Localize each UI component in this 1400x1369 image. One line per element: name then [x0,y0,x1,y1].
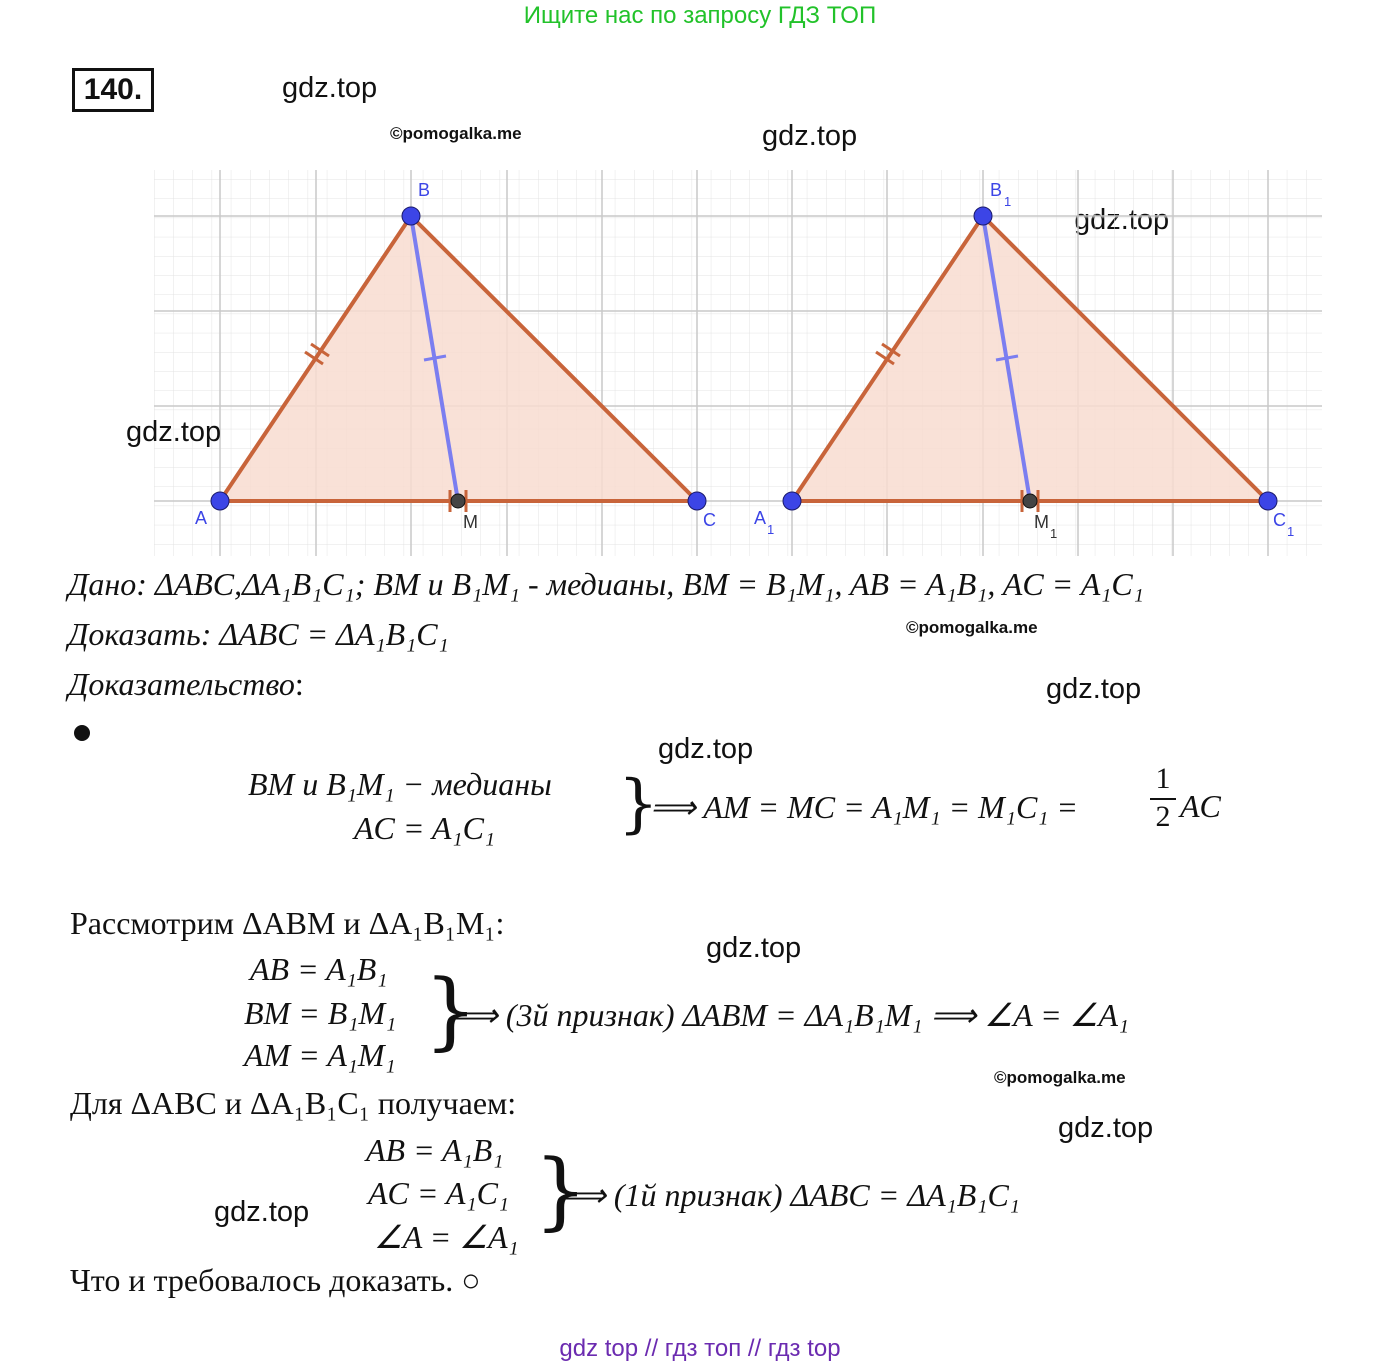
point-a1 [783,492,801,510]
brace: } [534,1141,588,1239]
step2-result: ⟹ (3й признак) ΔABM = ΔA₁B₁M₁ ⟹ ∠A = ∠A₁ [452,997,1130,1033]
step1-line2: AC = A₁C₁ [354,810,496,846]
point-b [402,207,420,225]
svg-text:M: M [1034,512,1049,532]
prove-text: : ΔABC = ΔA₁B₁C₁ [200,616,449,652]
point-b1 [974,207,992,225]
watermark-pomogalka: ©pomogalka.me [390,124,522,143]
step3-line2: AC = A₁C₁ [368,1175,510,1211]
geometry-figure [0,160,1400,560]
fraction-numerator: 1 [1155,762,1171,795]
label-c: C [703,510,716,530]
watermark-gdz: gdz.top [282,72,378,104]
step2-line3: AM = A₁M₁ [244,1037,396,1073]
conclusion: Что и требовалось доказать. ○ [70,1262,481,1298]
svg-text:1: 1 [767,522,775,537]
point-a [211,492,229,510]
watermark-gdz: gdz.top [126,416,222,448]
step2-intro: Рассмотрим ΔABM и ΔA₁B₁M₁: [70,905,505,941]
watermark-gdz: gdz.top [706,932,802,964]
step3-intro: Для ΔABC и ΔA₁B₁C₁ получаем: [70,1085,517,1121]
step3-line3: ∠A = ∠A₁ [374,1219,519,1255]
watermark-pomogalka: ©pomogalka.me [906,618,1038,637]
given-label: Дано [68,566,137,602]
given-text: : ΔABC,ΔA₁B₁C₁; BM и B₁M₁ - медианы, BM = B₁M₁, AB = A₁B₁, AC = A₁C₁ [136,566,1144,602]
step3-line1: AB = A₁B₁ [366,1132,504,1168]
svg-text:B: B [990,180,1003,200]
step3-result: ⟹ (1й признак) ΔABC = ΔA₁B₁C₁ [560,1177,1020,1213]
prove-line [68,616,449,653]
fraction-denominator: 2 [1150,798,1176,834]
label-m: M [463,512,478,532]
top-banner[interactable]: Ищите нас по запросу ГДЗ ТОП [523,2,877,29]
label-a: A [195,508,208,528]
svg-text:1: 1 [1287,524,1295,539]
step1-line1: BM и B₁M₁ − медианы [248,766,552,802]
svg-text:C: C [1273,510,1286,530]
watermark-gdz: gdz.top [658,733,754,765]
point-m1 [1023,494,1037,508]
watermark-gdz: gdz.top [214,1196,310,1228]
proof-heading: Доказательство: [68,666,304,702]
watermark-gdz: gdz.top [762,120,858,152]
watermark-gdz: gdz.top [1046,673,1142,705]
step1-result-a: ⟹ AM = MC = A₁M₁ = M₁C₁ = [650,789,1078,825]
step2-line1: AB = A₁B₁ [250,951,388,987]
point-m [451,494,465,508]
prove-label: Доказать [68,616,201,652]
problem-number: 140. [72,68,154,112]
label-b: B [418,180,431,200]
svg-text:1: 1 [1004,194,1012,209]
svg-text:1: 1 [1050,526,1058,541]
brace: } [618,767,659,841]
bottom-banner[interactable]: gdz top // гдз топ // гдз top [559,1335,841,1362]
fraction [1150,762,1176,834]
point-c1 [1259,492,1277,510]
step2-line2: BM = B₁M₁ [244,995,397,1031]
watermark-gdz: gdz.top [1058,1112,1154,1144]
svg-text:A: A [754,508,767,528]
bullet [74,725,90,741]
point-c [688,492,706,510]
brace: } [424,961,478,1059]
step1-result-b: AC [1180,788,1221,824]
watermark-pomogalka: ©pomogalka.me [994,1068,1126,1087]
given-line [68,566,1144,603]
